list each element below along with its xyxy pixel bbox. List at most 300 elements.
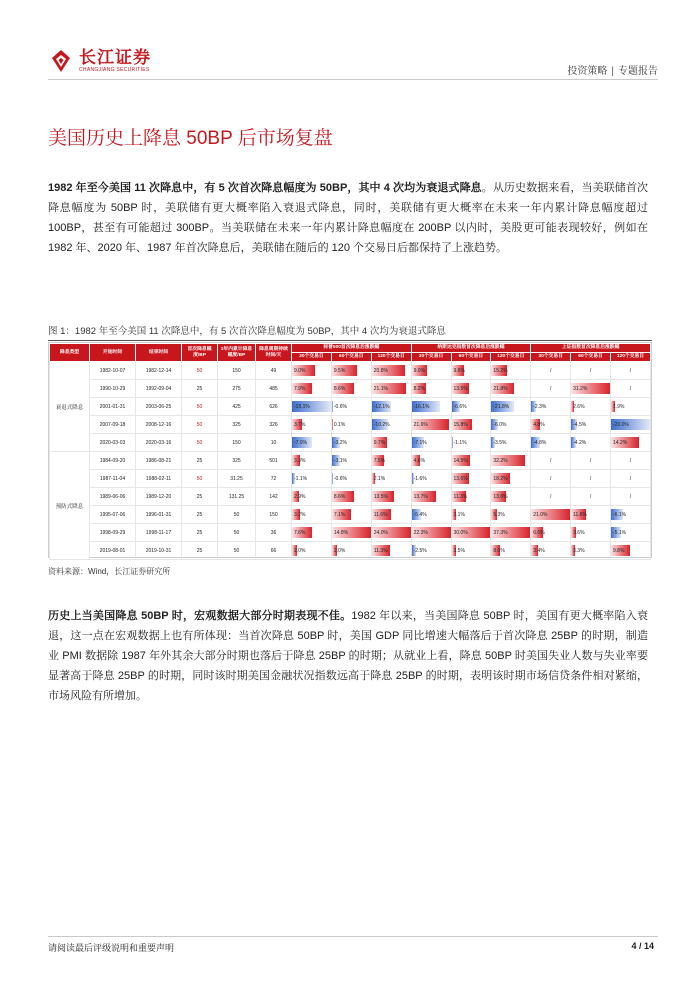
return-value: / (629, 475, 632, 482)
return-value: -12.1% (373, 403, 390, 410)
end-date-cell: 1992-09-04 (136, 380, 182, 398)
year-cut-cell: 50 (218, 524, 256, 542)
table-row (50, 434, 651, 452)
return-value: 14.8% (333, 529, 349, 536)
return-value: -6.6% (453, 403, 467, 410)
table-source: 资料来源：Wind，长江证券研究所 (48, 567, 171, 576)
sp-return-cell (292, 506, 332, 524)
start-date-cell: 1989-06-06 (90, 488, 136, 506)
sh-return-cell (611, 380, 651, 398)
nas-return-cell (491, 470, 531, 488)
return-value: -7.1% (413, 439, 427, 446)
nas-return-cell (451, 398, 491, 416)
header-end: 结束时间 (136, 344, 182, 362)
duration-cell: 49 (256, 362, 292, 380)
sp-return-cell (371, 488, 411, 506)
nas-return-cell (451, 506, 491, 524)
sh-return-cell (571, 470, 611, 488)
sh-return-cell (571, 362, 611, 380)
duration-cell: 150 (256, 506, 292, 524)
nas-return-cell (491, 416, 531, 434)
return-value: -6.0% (493, 421, 507, 428)
end-date-cell: 2003-06-25 (136, 398, 182, 416)
sp-return-cell (292, 380, 332, 398)
sh-return-cell (531, 488, 571, 506)
return-value: 7.1% (333, 511, 346, 518)
nas-return-cell (411, 398, 451, 416)
sh-return-cell (531, 506, 571, 524)
sp-return-cell (371, 380, 411, 398)
table-body (50, 362, 651, 560)
sp-return-cell (331, 380, 371, 398)
header-separator: | (611, 66, 614, 77)
return-value: 3.6% (573, 529, 585, 536)
rate-cut-table-grid (49, 343, 651, 560)
return-value: 37.3% (493, 529, 508, 536)
header-sp-30d: 30个交易日 (292, 353, 332, 362)
sp-return-cell (331, 524, 371, 542)
nas-return-cell (411, 434, 451, 452)
return-value: / (549, 385, 552, 392)
return-value: 2.9% (294, 493, 306, 500)
return-value: 15.2% (493, 367, 508, 374)
header-group-nasdaq: 纳斯达克指数首次降息后涨跌幅 (411, 344, 531, 353)
nas-return-cell (411, 506, 451, 524)
table-row (50, 506, 651, 524)
return-value: 3.4% (533, 547, 545, 554)
return-value: 20.8% (373, 367, 388, 374)
sh-return-cell (571, 542, 611, 560)
sp-return-cell (331, 488, 371, 506)
end-date-cell: 1996-01-31 (136, 506, 182, 524)
nas-return-cell (491, 542, 531, 560)
end-date-cell: 1982-12-14 (136, 362, 182, 380)
return-value: -20.0% (613, 421, 629, 428)
year-cut-cell: 275 (218, 380, 256, 398)
sp-return-cell (371, 452, 411, 470)
sh-return-cell (571, 380, 611, 398)
header-year-cut: 1年内累计降息幅度/BP (218, 344, 256, 362)
return-value: 8.6% (333, 493, 346, 500)
table-row (50, 452, 651, 470)
duration-cell: 10 (256, 434, 292, 452)
return-value: -10.2% (373, 421, 390, 428)
return-value: 3.1% (453, 511, 465, 518)
logo-en-text: CHANGJIANG SECURITIES (79, 66, 150, 73)
sp-return-cell (371, 398, 411, 416)
end-date-cell: 1998-11-17 (136, 524, 182, 542)
header-first-cut: 首次降息幅度/BP (182, 344, 218, 362)
start-date-cell: 1982-10-07 (90, 362, 136, 380)
sh-return-cell (611, 452, 651, 470)
nas-return-cell (491, 524, 531, 542)
nas-return-cell (411, 470, 451, 488)
return-value: 0.1% (333, 421, 346, 428)
sp-return-cell (371, 542, 411, 560)
sh-return-cell (611, 362, 651, 380)
return-value: -0.6% (333, 403, 347, 410)
return-value: -16.1% (413, 403, 430, 410)
header-sh-60d: 60个交易日 (571, 353, 611, 362)
sp-return-cell (371, 416, 411, 434)
nas-return-cell (411, 452, 451, 470)
logo-cn-text: 长江证券 (79, 47, 151, 67)
nas-return-cell (491, 380, 531, 398)
return-value: -4.8% (533, 439, 547, 446)
sh-return-cell (531, 524, 571, 542)
sh-return-cell (611, 488, 651, 506)
sp-return-cell (331, 542, 371, 560)
paragraph-intro (48, 178, 648, 258)
sp-return-cell (331, 470, 371, 488)
return-value: 9.7% (373, 439, 386, 446)
nas-return-cell (411, 380, 451, 398)
nas-return-cell (491, 398, 531, 416)
return-value: -5.1% (613, 529, 627, 536)
paragraph-intro-bold: 1982 年至今美国 11 次降息中，有 5 次首次降息幅度为 50BP，其中 4 次均为衰退式降息 (48, 182, 482, 194)
start-date-cell: 1984-09-20 (90, 452, 136, 470)
return-value: 3.5% (453, 547, 465, 554)
sp-return-cell (292, 434, 332, 452)
return-value: 15.8% (453, 421, 468, 428)
return-value: 9.6% (453, 367, 465, 374)
nas-return-cell (491, 506, 531, 524)
return-value: 31.2% (573, 385, 588, 392)
return-value: -3.5% (493, 439, 507, 446)
duration-cell: 66 (256, 542, 292, 560)
duration-cell: 36 (256, 524, 292, 542)
sh-return-cell (611, 434, 651, 452)
sh-return-cell (531, 452, 571, 470)
duration-cell: 326 (256, 416, 292, 434)
sh-return-cell (571, 452, 611, 470)
sh-return-cell (611, 470, 651, 488)
first-cut-cell: 50 (182, 398, 218, 416)
sh-return-cell (531, 542, 571, 560)
return-value: 3.7% (294, 421, 306, 428)
rate-cut-table (48, 342, 652, 558)
return-value: 3.3% (573, 547, 585, 554)
sp-return-cell (371, 362, 411, 380)
return-value: 7.9% (294, 385, 306, 392)
return-value: 9.0% (413, 367, 426, 374)
sh-return-cell (611, 506, 651, 524)
sp-return-cell (371, 434, 411, 452)
figure-caption: 图 1：1982 年至今美国 11 次降息中，有 5 次首次降息幅度为 50BP，其中 4 次均为衰退式降息 (48, 323, 652, 341)
first-cut-cell: 25 (182, 506, 218, 524)
return-value: 4.6% (413, 457, 426, 464)
return-value: 5.3% (493, 511, 505, 518)
sh-return-cell (571, 506, 611, 524)
nas-return-cell (411, 416, 451, 434)
table-row (50, 470, 651, 488)
header-start: 开始时间 (90, 344, 136, 362)
sh-return-cell (531, 380, 571, 398)
header-type: 降息类型 (50, 344, 90, 362)
return-value: -1.6% (413, 475, 427, 482)
return-value: -15.1% (294, 403, 310, 410)
end-date-cell: 1989-12-20 (136, 488, 182, 506)
year-cut-cell: 50 (218, 506, 256, 524)
return-value: / (549, 367, 552, 374)
year-cut-cell: 131.25 (218, 488, 256, 506)
first-cut-cell: 50 (182, 434, 218, 452)
end-date-cell: 2008-12-16 (136, 416, 182, 434)
nas-return-cell (491, 488, 531, 506)
return-value: 14.2% (613, 439, 628, 446)
sh-return-cell (611, 416, 651, 434)
return-bar (452, 437, 453, 448)
year-cut-cell: 150 (218, 434, 256, 452)
return-value: 22.3% (413, 529, 428, 536)
table-row (50, 524, 651, 542)
page-header (48, 44, 658, 80)
footer-disclaimer: 请阅读最后评级说明和重要声明 (48, 943, 175, 953)
return-value: / (589, 367, 592, 374)
return-value: / (589, 457, 592, 464)
return-value: 8.6% (333, 385, 346, 392)
category-label: 投资策略 (567, 66, 608, 77)
nas-return-cell (491, 362, 531, 380)
nas-return-cell (491, 452, 531, 470)
return-value: 7.6% (294, 529, 306, 536)
first-cut-cell: 25 (182, 542, 218, 560)
header-category (567, 62, 658, 77)
header-nas-30d: 30个交易日 (411, 353, 451, 362)
nas-return-cell (451, 542, 491, 560)
page-title: 美国历史上降息 50BP 后市场复盘 (48, 128, 333, 149)
return-value: 21.8% (493, 385, 508, 392)
sh-return-cell (611, 398, 651, 416)
table-row (50, 488, 651, 506)
nas-return-cell (411, 542, 451, 560)
end-date-cell: 1988-02-11 (136, 470, 182, 488)
start-date-cell: 1990-10-29 (90, 380, 136, 398)
end-date-cell: 2020-03-16 (136, 434, 182, 452)
return-value: 13.7% (413, 493, 428, 500)
first-cut-cell: 50 (182, 470, 218, 488)
sh-return-cell (531, 416, 571, 434)
start-date-cell: 2001-01-31 (90, 398, 136, 416)
return-value: 4.8% (533, 421, 545, 428)
nas-return-cell (411, 524, 451, 542)
start-date-cell: 2019-08-01 (90, 542, 136, 560)
return-value: 7.5% (373, 457, 386, 464)
sp-return-cell (331, 416, 371, 434)
first-cut-cell: 50 (182, 362, 218, 380)
return-value: -1.1% (453, 439, 467, 446)
return-value: -3.1% (333, 457, 347, 464)
return-value: -7.9% (294, 439, 308, 446)
sp-return-cell (292, 362, 332, 380)
sh-return-cell (571, 524, 611, 542)
return-value: 11.6% (373, 511, 388, 518)
year-cut-cell: 425 (218, 398, 256, 416)
start-date-cell: 1998-09-29 (90, 524, 136, 542)
sp-return-cell (371, 470, 411, 488)
end-date-cell: 2019-10-31 (136, 542, 182, 560)
return-value: 8.2% (413, 385, 426, 392)
paragraph-intro-text: 。从历史数据来看，当美联储首次降息幅度为 50BP 时，美联储有更大概率陷入衰退式降息，同时，美联储有更大概率在未来一年内累计降息幅度超过 100BP，甚至有可能超过 300BP。当美联储在未来一年内累计降息幅度在 200BP 以内时，美股更可能表现较好，例如在 1982 年、2020 年、1987 年首次降息后，美联储在随后的 120 个交易日后都保持了上涨趋势。 (48, 182, 648, 254)
sh-return-cell (571, 416, 611, 434)
year-cut-cell: 150 (218, 362, 256, 380)
return-value: -4.5% (573, 421, 587, 428)
first-cut-cell: 25 (182, 380, 218, 398)
return-value: 9.0% (294, 367, 306, 374)
header-sh-30d: 30个交易日 (531, 353, 571, 362)
sp-return-cell (371, 506, 411, 524)
duration-cell: 626 (256, 398, 292, 416)
sp-return-cell (331, 362, 371, 380)
return-value: 14.5% (453, 457, 468, 464)
return-value: 3.2% (294, 511, 306, 518)
sp-return-cell (292, 470, 332, 488)
cut-type-cell: 衰退式降息 (50, 362, 90, 452)
return-value: 13.5% (453, 385, 468, 392)
sp-return-cell (292, 416, 332, 434)
nas-return-cell (491, 434, 531, 452)
sh-return-cell (531, 470, 571, 488)
header-group-sp500: 标普500首次降息后涨跌幅 (292, 344, 412, 353)
return-value: -0.6% (333, 475, 347, 482)
sh-return-cell (611, 524, 651, 542)
return-value: / (549, 493, 552, 500)
sp-return-cell (331, 398, 371, 416)
return-value: 13.5% (373, 493, 388, 500)
return-value: -3.2% (333, 439, 347, 446)
return-value: / (629, 367, 632, 374)
table-row (50, 542, 651, 560)
return-value: 2.0% (294, 547, 306, 554)
header-duration: 降息周期持续时间/天 (256, 344, 292, 362)
year-cut-cell: 31.25 (218, 470, 256, 488)
return-value: 11.8% (573, 511, 587, 518)
cut-type-cell: 预防式降息 (50, 452, 90, 560)
start-date-cell: 1987-11-04 (90, 470, 136, 488)
table-row (50, 398, 651, 416)
sp-return-cell (292, 524, 332, 542)
sp-return-cell (292, 452, 332, 470)
header-sh-120d: 120个交易日 (611, 353, 651, 362)
nas-return-cell (411, 362, 451, 380)
nas-return-cell (451, 452, 491, 470)
return-value: 21.0% (533, 511, 548, 518)
return-value: 32.2% (493, 457, 508, 464)
return-value: 30.0% (453, 529, 468, 536)
sp-return-cell (371, 524, 411, 542)
first-cut-cell: 25 (182, 488, 218, 506)
page-footer (48, 936, 658, 954)
header-sp-60d: 60个交易日 (331, 353, 371, 362)
return-value: 2.1% (373, 475, 386, 482)
nas-return-cell (451, 488, 491, 506)
year-cut-cell: 50 (218, 542, 256, 560)
duration-cell: 501 (256, 452, 292, 470)
return-value: / (549, 457, 552, 464)
paragraph-macro (48, 606, 648, 706)
return-value: 6.6% (533, 529, 545, 536)
return-value: -2.3% (533, 403, 547, 410)
return-value: -4.2% (573, 439, 587, 446)
return-value: 11.3% (453, 493, 468, 500)
return-value: 3.3% (294, 457, 306, 464)
return-value: 18.2% (493, 475, 508, 482)
return-value: 8.0% (493, 547, 505, 554)
nas-return-cell (451, 416, 491, 434)
year-cut-cell: 325 (218, 416, 256, 434)
sp-return-cell (331, 434, 371, 452)
return-value: -6.1% (613, 511, 627, 518)
nas-return-cell (451, 380, 491, 398)
first-cut-cell: 50 (182, 416, 218, 434)
start-date-cell: 2020-03-03 (90, 434, 136, 452)
return-value: -21.8% (493, 403, 510, 410)
return-value: 21.1% (373, 385, 388, 392)
sp-return-cell (331, 452, 371, 470)
sh-return-cell (531, 362, 571, 380)
sp-return-cell (292, 542, 332, 560)
logo-icon (48, 48, 74, 74)
return-value: 9.5% (333, 367, 346, 374)
return-value: 11.3% (373, 547, 388, 554)
return-value: 1.9% (613, 403, 625, 410)
start-date-cell: 2007-09-18 (90, 416, 136, 434)
doc-type-label: 专题报告 (618, 66, 658, 77)
sp-return-cell (292, 488, 332, 506)
sh-return-cell (571, 434, 611, 452)
return-value: 2.6% (573, 403, 585, 410)
table-row (50, 362, 651, 380)
sh-return-cell (611, 542, 651, 560)
duration-cell: 142 (256, 488, 292, 506)
return-value: / (629, 385, 632, 392)
paragraph-macro-bold: 历史上当美国降息 50BP 时，宏观数据大部分时期表现不佳。 (48, 610, 352, 622)
return-value: 13.6% (453, 475, 468, 482)
sh-return-cell (531, 398, 571, 416)
sh-return-cell (571, 398, 611, 416)
first-cut-cell: 25 (182, 452, 218, 470)
return-value: 13.6% (493, 493, 508, 500)
sp-return-cell (292, 398, 332, 416)
return-value: / (589, 475, 592, 482)
page-number: 4 / 14 (631, 941, 654, 951)
nas-return-cell (451, 524, 491, 542)
return-value: -2.5% (413, 547, 427, 554)
end-date-cell: 1986-08-21 (136, 452, 182, 470)
sh-return-cell (531, 434, 571, 452)
duration-cell: 485 (256, 380, 292, 398)
nas-return-cell (451, 362, 491, 380)
nas-return-cell (451, 470, 491, 488)
table-row (50, 380, 651, 398)
return-value: 2.0% (333, 547, 346, 554)
return-value: -5.4% (413, 511, 427, 518)
header-nas-120d: 120个交易日 (491, 353, 531, 362)
header-nas-60d: 60个交易日 (451, 353, 491, 362)
start-date-cell: 1995-07-06 (90, 506, 136, 524)
sh-return-cell (571, 488, 611, 506)
return-value: / (629, 457, 632, 464)
return-value: -1.1% (294, 475, 308, 482)
paragraph-macro-text: 1982 年以来，当美国降息 50BP 时，美国有更大概率陷入衰退，这一点在宏观数据上也有所体现：当首次降息 50BP 时，美国 GDP 同比增速大幅落后于首次降息 25BP 的时期，制造业 PMI 数据除 1987 年外其余大部分时期也落后于降息 25BP 的时期；从就业上看，降息 50BP 时美国失业人数与失业率要显著高于降息 25BP 的时期，同时该时期美国金融状况指数远高于降息 25BP 的时期，表明该时期市场信贷条件相对紧缩，市场风险有所增加。 (48, 610, 648, 702)
sp-return-cell (331, 506, 371, 524)
nas-return-cell (411, 488, 451, 506)
return-value: 24.0% (373, 529, 388, 536)
duration-cell: 72 (256, 470, 292, 488)
return-value: / (589, 493, 592, 500)
year-cut-cell: 325 (218, 452, 256, 470)
return-value: 21.6% (413, 421, 428, 428)
